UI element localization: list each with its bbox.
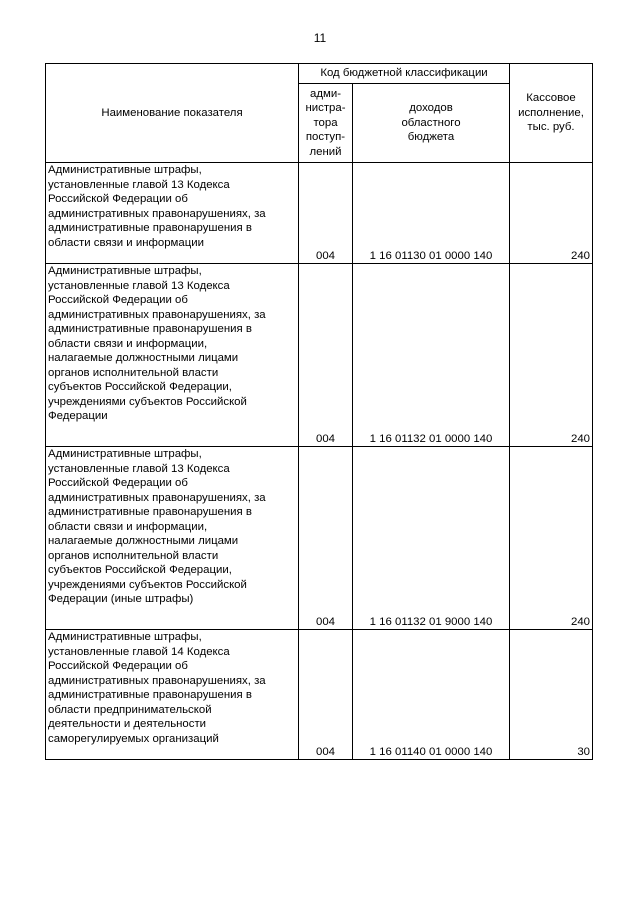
row-income-code: 1 16 01132 01 0000 140 bbox=[353, 264, 510, 447]
table-row bbox=[46, 630, 593, 760]
header-amount: Кассовое исполнение, тыс. руб. bbox=[510, 64, 593, 163]
row-income-code: 1 16 01130 01 0000 140 bbox=[353, 163, 510, 264]
budget-table bbox=[45, 63, 593, 760]
row-amount: 240 bbox=[510, 264, 593, 447]
row-admin-code: 004 bbox=[299, 447, 353, 630]
row-name: Административные штрафы, установленные главой 13 Кодекса Российской Федерации об административных правонарушениях, за административные правонарушения в области связи и информации bbox=[46, 163, 299, 264]
row-admin-code: 004 bbox=[299, 630, 353, 760]
row-name: Административные штрафы, установленные главой 13 Кодекса Российской Федерации об административных правонарушениях, за административные правонарушения в области связи и информации, налагаемые должностными лицами органов исполнительной власти субъектов Российской Федерации, учреждениями субъектов Российской Федерации bbox=[46, 264, 299, 447]
header-admin: адми- нистра- тора поступ- лений bbox=[299, 84, 353, 163]
table-body bbox=[46, 163, 593, 760]
row-income-code: 1 16 01140 01 0000 140 bbox=[353, 630, 510, 760]
row-income-code: 1 16 01132 01 9000 140 bbox=[353, 447, 510, 630]
row-amount: 240 bbox=[510, 447, 593, 630]
header-code-group: Код бюджетной классификации bbox=[299, 64, 510, 84]
row-admin-code: 004 bbox=[299, 163, 353, 264]
table-row bbox=[46, 163, 593, 264]
row-name: Административные штрафы, установленные главой 14 Кодекса Российской Федерации об административных правонарушениях, за административные правонарушения в области предпринимательской деятельности и деятельности саморегулируемых организаций bbox=[46, 630, 299, 760]
table-row bbox=[46, 447, 593, 630]
header-name: Наименование показателя bbox=[46, 64, 299, 163]
row-name: Административные штрафы, установленные главой 13 Кодекса Российской Федерации об административных правонарушениях, за административные правонарушения в области связи и информации, налагаемые должностными лицами органов исполнительной власти субъектов Российской Федерации, учреждениями субъектов Российской Федерации (иные штрафы) bbox=[46, 447, 299, 630]
row-amount: 240 bbox=[510, 163, 593, 264]
row-admin-code: 004 bbox=[299, 264, 353, 447]
table-header bbox=[46, 64, 593, 163]
row-amount: 30 bbox=[510, 630, 593, 760]
header-income: доходов областного бюджета bbox=[353, 84, 510, 163]
table-row bbox=[46, 264, 593, 447]
page-number: 11 bbox=[313, 31, 327, 45]
